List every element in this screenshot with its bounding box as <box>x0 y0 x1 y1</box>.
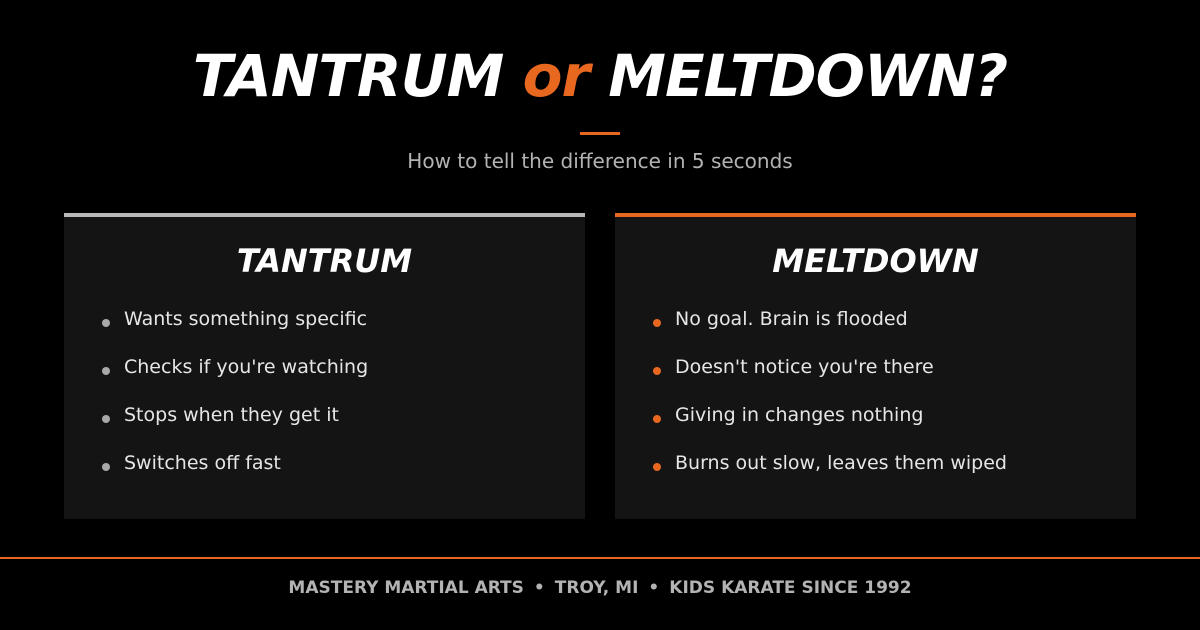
headline-part-tantrum: TANTRUM <box>192 42 504 110</box>
tantrum-points-list <box>102 305 368 497</box>
meltdown-points-list <box>653 305 1007 497</box>
bullet-dot-icon <box>653 319 661 327</box>
bullet-dot-icon <box>102 367 110 375</box>
list-item <box>653 449 1007 497</box>
point-text: Switches off fast <box>124 452 281 474</box>
headline-accent-rule <box>580 132 620 135</box>
footer-tagline: KIDS KARATE SINCE 1992 <box>669 578 912 598</box>
list-item <box>102 353 368 401</box>
bullet-dot-icon <box>102 319 110 327</box>
list-item <box>653 305 1007 353</box>
footer-separator: • <box>648 578 660 598</box>
list-item <box>653 353 1007 401</box>
point-text: Doesn't notice you're there <box>675 356 934 378</box>
footer-separator: • <box>533 578 545 598</box>
list-item <box>653 401 1007 449</box>
tantrum-card-title: TANTRUM <box>236 242 413 280</box>
list-item <box>102 401 368 449</box>
footer <box>0 576 1200 600</box>
point-text: No goal. Brain is flooded <box>675 308 908 330</box>
bullet-dot-icon <box>653 463 661 471</box>
list-item <box>102 305 368 353</box>
headline <box>0 38 1200 114</box>
point-text: Wants something specific <box>124 308 368 330</box>
bullet-dot-icon <box>102 463 110 471</box>
bullet-dot-icon <box>653 415 661 423</box>
point-text: Burns out slow, leaves them wiped <box>675 452 1007 474</box>
footer-location: TROY, MI <box>554 578 639 598</box>
subtitle: How to tell the difference in 5 seconds <box>407 149 793 173</box>
list-item <box>102 449 368 497</box>
bullet-dot-icon <box>102 415 110 423</box>
point-text: Checks if you're watching <box>124 356 369 378</box>
headline-part-or: or <box>522 42 590 110</box>
point-text: Stops when they get it <box>124 404 339 426</box>
meltdown-card-title: MELTDOWN <box>772 242 979 280</box>
tantrum-card <box>64 213 585 519</box>
footer-divider <box>0 557 1200 559</box>
bullet-dot-icon <box>653 367 661 375</box>
footer-org: MASTERY MARTIAL ARTS <box>288 578 524 598</box>
point-text: Giving in changes nothing <box>675 404 924 426</box>
meltdown-card <box>615 213 1136 519</box>
headline-part-meltdown: MELTDOWN? <box>608 42 1008 110</box>
